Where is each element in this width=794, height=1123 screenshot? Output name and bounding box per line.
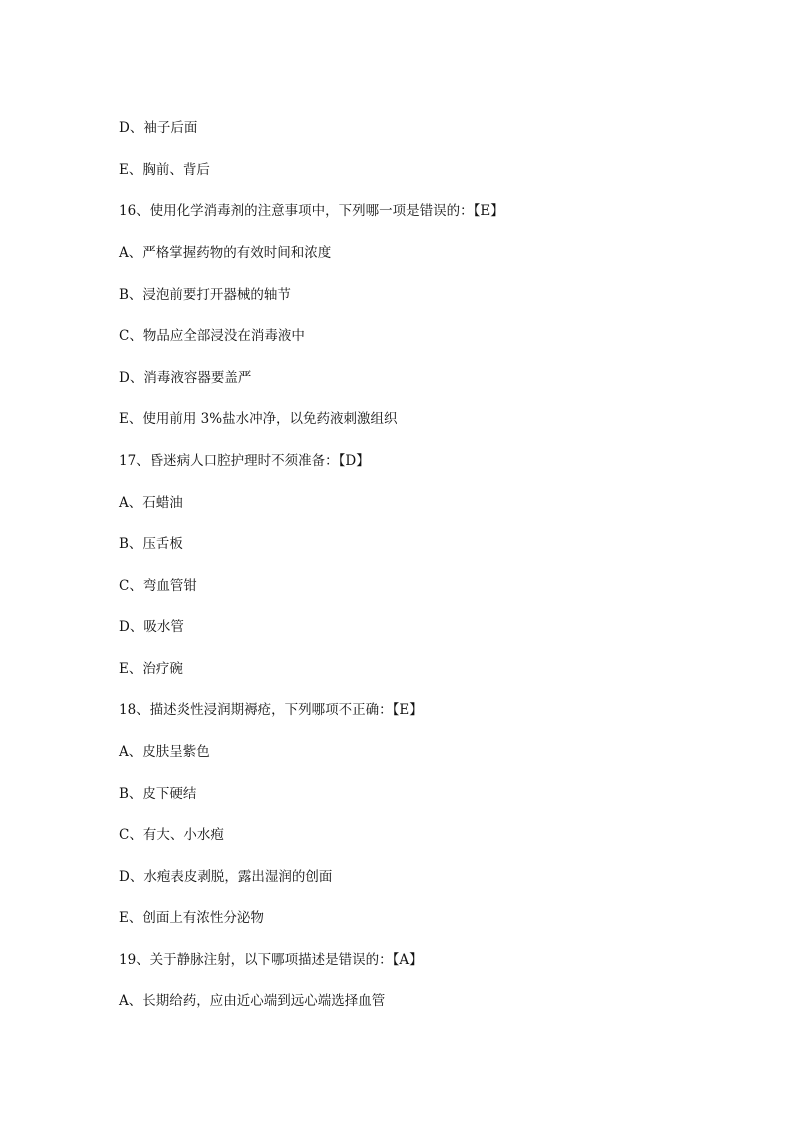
- option-16-d: D、消毒液容器要盖严: [119, 370, 252, 386]
- question-16: 16、使用化学消毒剂的注意事项中，下列哪一项是错误的：【E】: [119, 203, 504, 219]
- option-17-d: D、吸水管: [119, 619, 184, 635]
- question-19: 19、关于静脉注射，以下哪项描述是错误的：【A】: [119, 952, 423, 968]
- option-18-a: A、皮肤呈紫色: [119, 744, 210, 760]
- question-18: 18、描述炎性浸润期褥疮，下列哪项不正确：【E】: [119, 702, 423, 718]
- option-18-b: B、皮下硬结: [119, 786, 197, 802]
- option-18-e: E、创面上有浓性分泌物: [119, 910, 264, 926]
- option-16-a: A、严格掌握药物的有效时间和浓度: [119, 245, 332, 261]
- option-18-d: D、水疱表皮剥脱，露出湿润的创面: [119, 869, 333, 885]
- option-17-e: E、治疗碗: [119, 661, 183, 677]
- option-16-c: C、物品应全部浸没在消毒液中: [119, 328, 305, 344]
- option-19-a: A、长期给药，应由近心端到远心端选择血管: [119, 993, 386, 1009]
- option-18-c: C、有大、小水疱: [119, 827, 224, 843]
- option-15-e: E、胸前、背后: [119, 162, 210, 178]
- option-15-d: D、袖子后面: [119, 120, 198, 136]
- option-16-e: E、使用前用 3%盐水冲净，以免药液刺激组织: [119, 411, 398, 427]
- option-17-b: B、压舌板: [119, 536, 183, 552]
- option-16-b: B、浸泡前要打开器械的轴节: [119, 287, 291, 303]
- option-17-a: A、石蜡油: [119, 495, 183, 511]
- question-17: 17、昏迷病人口腔护理时不须准备：【D】: [119, 453, 370, 469]
- option-17-c: C、弯血管钳: [119, 578, 197, 594]
